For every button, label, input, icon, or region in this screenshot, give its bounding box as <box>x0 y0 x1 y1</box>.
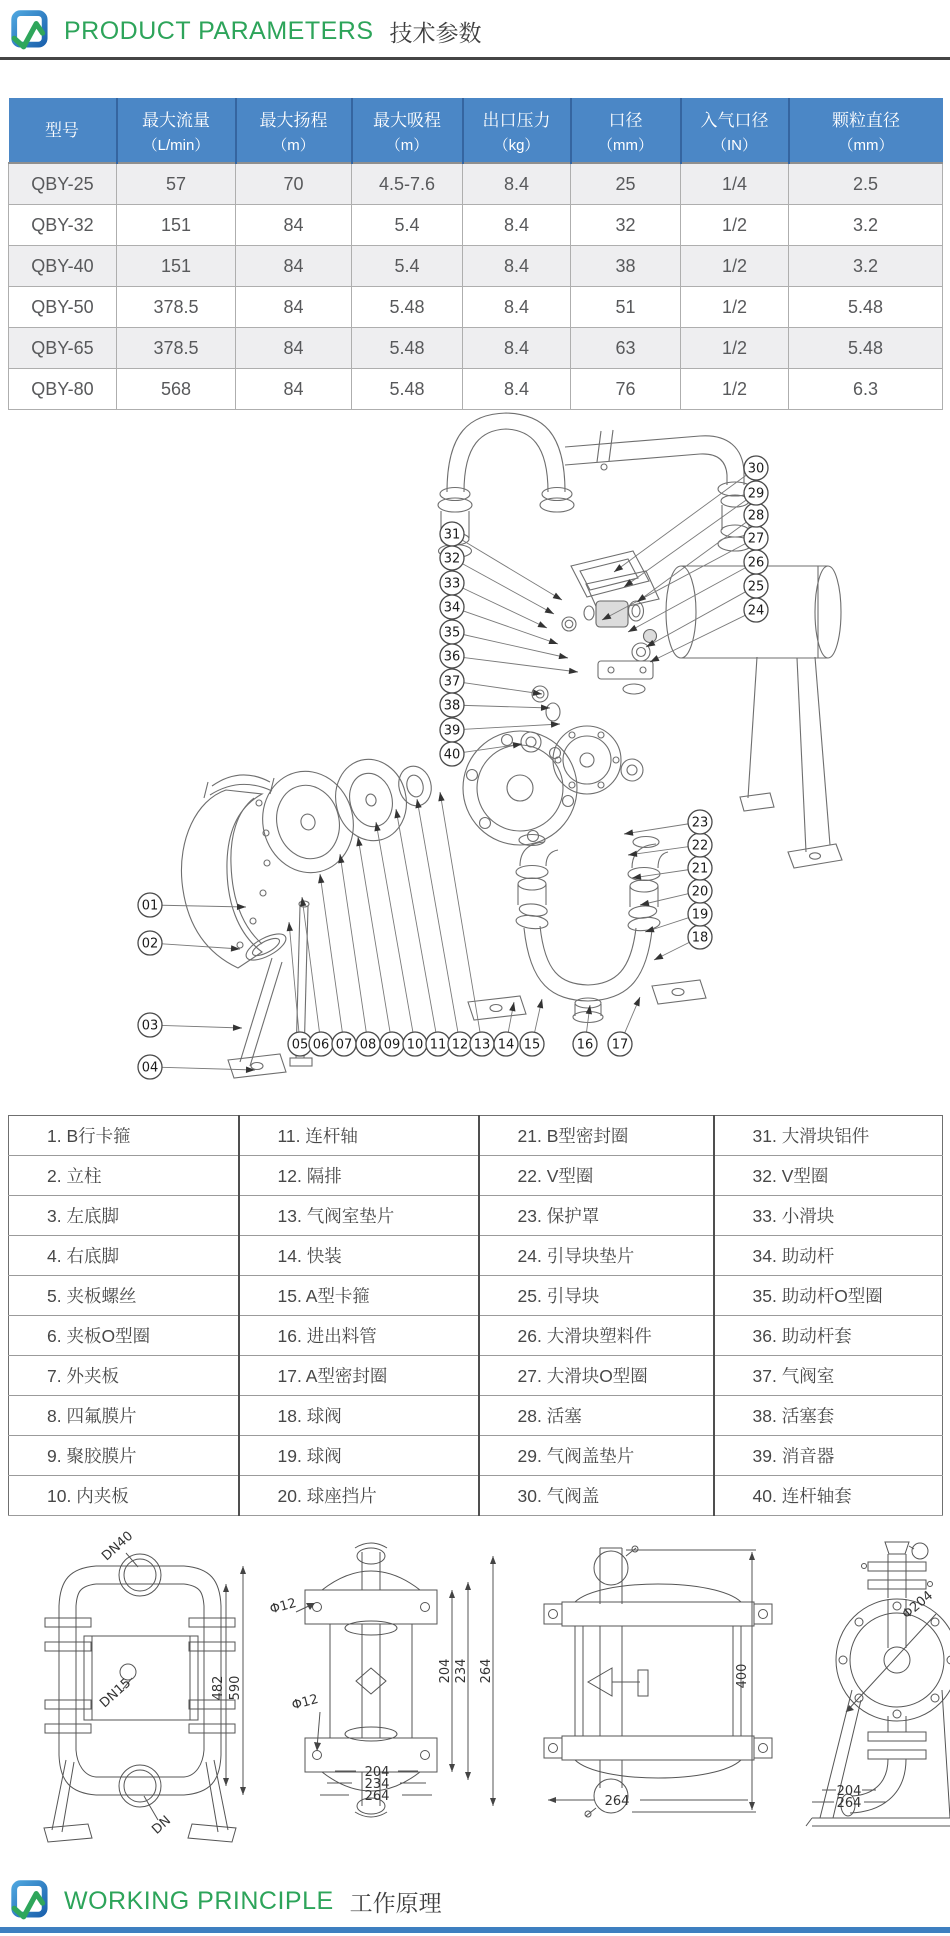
svg-text:204: 204 <box>438 1658 453 1684</box>
callout-number: 38 <box>443 698 461 714</box>
spec-cell: 1/2 <box>681 328 789 369</box>
spec-row <box>9 246 943 287</box>
callout-number: 40 <box>443 747 461 763</box>
callout-number: 11 <box>429 1037 447 1053</box>
callout-number: 23 <box>691 815 709 831</box>
working-principle-header <box>10 1878 442 1924</box>
svg-text:204: 204 <box>364 1765 390 1780</box>
parts-item: 35. 助动杆O型圈 <box>714 1276 943 1316</box>
spec-cell: 1/4 <box>681 163 789 205</box>
spec-cell: 84 <box>236 205 352 246</box>
spec-cell: 8.4 <box>463 246 571 287</box>
dimension-drawing-front <box>44 1529 246 1842</box>
callout-number: 05 <box>291 1037 309 1053</box>
svg-text:DN: DN <box>149 1813 175 1838</box>
spec-cell: QBY-32 <box>9 205 117 246</box>
parts-item: 33. 小滑块 <box>714 1196 943 1236</box>
spec-row <box>9 205 943 246</box>
parts-item: 11. 连杆轴 <box>239 1116 479 1156</box>
parts-row <box>9 1236 943 1276</box>
spec-col-header <box>681 98 789 163</box>
callout-number: 13 <box>473 1037 491 1053</box>
callout-number: 15 <box>523 1037 541 1053</box>
parts-item: 6. 夹板O型圈 <box>9 1316 239 1356</box>
spec-cell: 151 <box>117 246 236 287</box>
spec-cell: QBY-50 <box>9 287 117 328</box>
svg-text:234: 234 <box>454 1658 469 1684</box>
parts-item: 9. 聚胶膜片 <box>9 1436 239 1476</box>
parts-item: 30. 气阀盖 <box>479 1476 714 1516</box>
callout <box>138 931 240 955</box>
parts-item: 29. 气阀盖垫片 <box>479 1436 714 1476</box>
spec-cell: 5.48 <box>352 287 463 328</box>
callout <box>415 799 472 1056</box>
spec-col-header <box>463 98 571 163</box>
spec-cell: 151 <box>117 205 236 246</box>
spec-cell: 84 <box>236 287 352 328</box>
callout-number: 04 <box>141 1060 159 1076</box>
svg-text:Φ12: Φ12 <box>268 1595 298 1618</box>
exploded-view-diagram <box>0 398 950 1110</box>
callout-number: 02 <box>141 936 159 952</box>
spec-col-header-name: 入气口径 <box>700 110 769 130</box>
spec-cell: QBY-80 <box>9 369 117 410</box>
spec-cell: 5.48 <box>789 287 943 328</box>
parts-item: 27. 大滑块O型圈 <box>479 1356 714 1396</box>
spec-col-header-name: 颗粒直径 <box>832 110 900 130</box>
spec-cell: 84 <box>236 328 352 369</box>
callout-number: 12 <box>451 1037 469 1053</box>
callout-number: 31 <box>443 527 461 543</box>
spec-cell: 5.48 <box>352 369 463 410</box>
spec-col-header <box>571 98 681 163</box>
callout-number: 16 <box>576 1037 594 1053</box>
spec-cell: 8.4 <box>463 205 571 246</box>
parts-item: 7. 外夹板 <box>9 1356 239 1396</box>
spec-cell: 38 <box>571 246 681 287</box>
callout-number: 27 <box>747 531 765 547</box>
spec-col-header-name: 最大扬程 <box>259 110 328 130</box>
spec-cell: 8.4 <box>463 369 571 410</box>
parts-item: 24. 引导块垫片 <box>479 1236 714 1276</box>
spec-cell: 3.2 <box>789 205 943 246</box>
spec-cell: 8.4 <box>463 328 571 369</box>
parts-item: 28. 活塞 <box>479 1396 714 1436</box>
parts-row <box>9 1396 943 1436</box>
callout-number: 24 <box>747 603 765 619</box>
parts-item: 16. 进出料管 <box>239 1316 479 1356</box>
callout-number: 01 <box>141 898 159 914</box>
spec-cell: 4.5-7.6 <box>352 163 463 205</box>
callout-number: 33 <box>443 576 461 592</box>
svg-text:Φ12: Φ12 <box>290 1691 320 1714</box>
dimension-drawing-side-plates <box>268 1543 496 1817</box>
callout-number: 20 <box>691 884 709 900</box>
svg-text:590: 590 <box>228 1675 243 1701</box>
spec-col-header-unit: （IN） <box>711 136 757 154</box>
callout <box>438 792 494 1056</box>
spec-cell: 2.5 <box>789 163 943 205</box>
parts-item: 38. 活塞套 <box>714 1396 943 1436</box>
callout-number: 19 <box>691 907 709 923</box>
header-divider <box>0 57 950 60</box>
callout-number: 36 <box>443 649 461 665</box>
callout-number: 35 <box>443 625 461 641</box>
spec-cell: 378.5 <box>117 328 236 369</box>
spec-col-header-unit: （mm） <box>598 136 653 154</box>
parts-item: 8. 四氟膜片 <box>9 1396 239 1436</box>
callout <box>608 997 640 1056</box>
spec-cell: 70 <box>236 163 352 205</box>
spec-cell: 1/2 <box>681 246 789 287</box>
callout <box>394 809 450 1056</box>
parts-item: 14. 快装 <box>239 1236 479 1276</box>
section-title-zh: 技术参数 <box>389 19 482 46</box>
parts-item: 5. 夹板螺丝 <box>9 1276 239 1316</box>
svg-text:264: 264 <box>604 1794 630 1809</box>
svg-text:DN40: DN40 <box>99 1528 137 1565</box>
product-parameters-header <box>10 8 482 54</box>
spec-cell: 32 <box>571 205 681 246</box>
parts-item: 37. 气阀室 <box>714 1356 943 1396</box>
section-title-zh: 工作原理 <box>349 1889 442 1916</box>
spec-cell: 51 <box>571 287 681 328</box>
parts-item: 3. 左底脚 <box>9 1196 239 1236</box>
spec-cell: 84 <box>236 246 352 287</box>
parts-list-table <box>8 1115 943 1516</box>
callout-number: 06 <box>312 1037 330 1053</box>
spec-cell: 25 <box>571 163 681 205</box>
spec-cell: 8.4 <box>463 163 571 205</box>
parts-item: 34. 助动杆 <box>714 1236 943 1276</box>
svg-text:204: 204 <box>836 1784 862 1799</box>
parts-item: 26. 大滑块塑料件 <box>479 1316 714 1356</box>
callout-number: 18 <box>691 930 709 946</box>
parts-row <box>9 1156 943 1196</box>
spec-cell: QBY-25 <box>9 163 117 205</box>
callout-number: 17 <box>611 1037 629 1053</box>
parts-item: 1. B行卡箍 <box>9 1116 239 1156</box>
parts-row <box>9 1196 943 1236</box>
parts-item: 32. V型圈 <box>714 1156 943 1196</box>
parts-item: 22. V型圈 <box>479 1156 714 1196</box>
spec-table <box>8 98 943 410</box>
callout <box>640 879 712 906</box>
callout-number: 28 <box>747 508 765 524</box>
spec-cell: 8.4 <box>463 287 571 328</box>
spec-col-header <box>352 98 463 163</box>
parts-item: 18. 球阀 <box>239 1396 479 1436</box>
callout <box>440 742 522 766</box>
spec-cell: 1/2 <box>681 205 789 246</box>
svg-text:234: 234 <box>364 1777 390 1792</box>
parts-item: 4. 右底脚 <box>9 1236 239 1276</box>
parts-row <box>9 1436 943 1476</box>
svg-text:400: 400 <box>735 1663 750 1689</box>
parts-item: 39. 消音器 <box>714 1436 943 1476</box>
parts-item: 20. 球座挡片 <box>239 1476 479 1516</box>
spec-col-header <box>117 98 236 163</box>
spec-col-header <box>236 98 352 163</box>
parts-item: 21. B型密封圈 <box>479 1116 714 1156</box>
svg-text:Φ204: Φ204 <box>899 1588 936 1623</box>
callout <box>494 1002 518 1056</box>
callout-number: 14 <box>497 1037 515 1053</box>
svg-text:264: 264 <box>479 1658 494 1684</box>
spec-col-header-unit: （m） <box>272 136 315 154</box>
spec-cell: 568 <box>117 369 236 410</box>
callout-number: 32 <box>443 551 461 567</box>
callout <box>573 1005 597 1056</box>
callout <box>440 644 578 674</box>
callout-number: 22 <box>691 838 709 854</box>
spec-col-header-name: 口径 <box>608 110 643 130</box>
parts-item: 31. 大滑块铝件 <box>714 1116 943 1156</box>
parts-item: 23. 保护罩 <box>479 1196 714 1236</box>
spec-col-header-unit: （kg） <box>493 136 540 154</box>
callout <box>356 837 404 1056</box>
spec-cell: 378.5 <box>117 287 236 328</box>
spec-col-header-unit: （L/min） <box>142 136 210 154</box>
section-title-en: WORKING PRINCIPLE <box>64 1886 334 1915</box>
spec-row <box>9 328 943 369</box>
spec-col-header-name: 型号 <box>45 121 79 140</box>
brand-icon <box>10 10 52 52</box>
spec-col-header-name: 最大流量 <box>142 110 210 130</box>
dimension-drawing-rear <box>806 1542 950 1826</box>
footer-divider-bar <box>0 1927 950 1933</box>
spec-row <box>9 163 943 205</box>
spec-cell: 84 <box>236 369 352 410</box>
dimension-drawings <box>0 1505 950 1865</box>
parts-row <box>9 1316 943 1356</box>
spec-cell: QBY-40 <box>9 246 117 287</box>
callout-number: 03 <box>141 1018 159 1034</box>
callout-number: 10 <box>406 1037 424 1053</box>
callout <box>318 874 356 1056</box>
spec-col-header-unit: （mm） <box>838 136 894 154</box>
parts-item: 15. A型卡箍 <box>239 1276 479 1316</box>
spec-cell: 6.3 <box>789 369 943 410</box>
callout-group <box>138 456 768 1079</box>
parts-item: 2. 立柱 <box>9 1156 239 1196</box>
spec-cell: 1/2 <box>681 369 789 410</box>
callout-number: 37 <box>443 674 461 690</box>
callout-number: 09 <box>383 1037 401 1053</box>
callout-number: 07 <box>335 1037 353 1053</box>
parts-item: 10. 内夹板 <box>9 1476 239 1516</box>
svg-text:264: 264 <box>364 1789 390 1804</box>
parts-item: 40. 连杆轴套 <box>714 1476 943 1516</box>
section-title-en: PRODUCT PARAMETERS <box>64 16 374 45</box>
spec-col-header-unit: （m） <box>385 136 429 154</box>
parts-item: 17. A型密封圈 <box>239 1356 479 1396</box>
parts-item: 13. 气阀室垫片 <box>239 1196 479 1236</box>
spec-cell: 57 <box>117 163 236 205</box>
spec-cell: 5.48 <box>352 328 463 369</box>
callout <box>440 669 542 696</box>
callout <box>335 854 380 1056</box>
spec-cell: QBY-65 <box>9 328 117 369</box>
callout <box>654 925 712 960</box>
spec-row <box>9 287 943 328</box>
callout-number: 30 <box>747 461 765 477</box>
spec-col-header-name: 出口压力 <box>482 110 551 130</box>
brand-icon <box>10 1880 52 1922</box>
spec-cell: 3.2 <box>789 246 943 287</box>
callout-number: 26 <box>747 555 765 571</box>
parts-row <box>9 1276 943 1316</box>
callout <box>440 718 560 742</box>
parts-row <box>9 1356 943 1396</box>
callout <box>624 810 712 836</box>
callout-number: 25 <box>747 579 765 595</box>
svg-text:264: 264 <box>836 1796 862 1811</box>
callout <box>138 1013 242 1037</box>
parts-item: 25. 引导块 <box>479 1276 714 1316</box>
spec-cell: 76 <box>571 369 681 410</box>
callout-number: 08 <box>359 1037 377 1053</box>
spec-header-row <box>9 98 943 163</box>
spec-col-header-name: 最大吸程 <box>373 110 441 130</box>
parts-row <box>9 1116 943 1156</box>
callout-number: 21 <box>691 861 709 877</box>
spec-cell: 5.4 <box>352 205 463 246</box>
parts-item: 12. 隔排 <box>239 1156 479 1196</box>
svg-text:DN15: DN15 <box>97 1675 135 1712</box>
dimension-drawing-side-large <box>544 1546 772 1817</box>
callout-number: 39 <box>443 723 461 739</box>
callout-number: 29 <box>747 486 765 502</box>
spec-col-header <box>789 98 943 163</box>
svg-text:482: 482 <box>211 1675 226 1701</box>
spec-cell: 5.4 <box>352 246 463 287</box>
spec-cell: 5.48 <box>789 328 943 369</box>
parts-item: 19. 球阀 <box>239 1436 479 1476</box>
spec-cell: 63 <box>571 328 681 369</box>
callout-number: 34 <box>443 600 461 616</box>
callout <box>440 693 550 717</box>
spec-col-header <box>9 98 117 163</box>
parts-item: 36. 助动杆套 <box>714 1316 943 1356</box>
spec-cell: 1/2 <box>681 287 789 328</box>
